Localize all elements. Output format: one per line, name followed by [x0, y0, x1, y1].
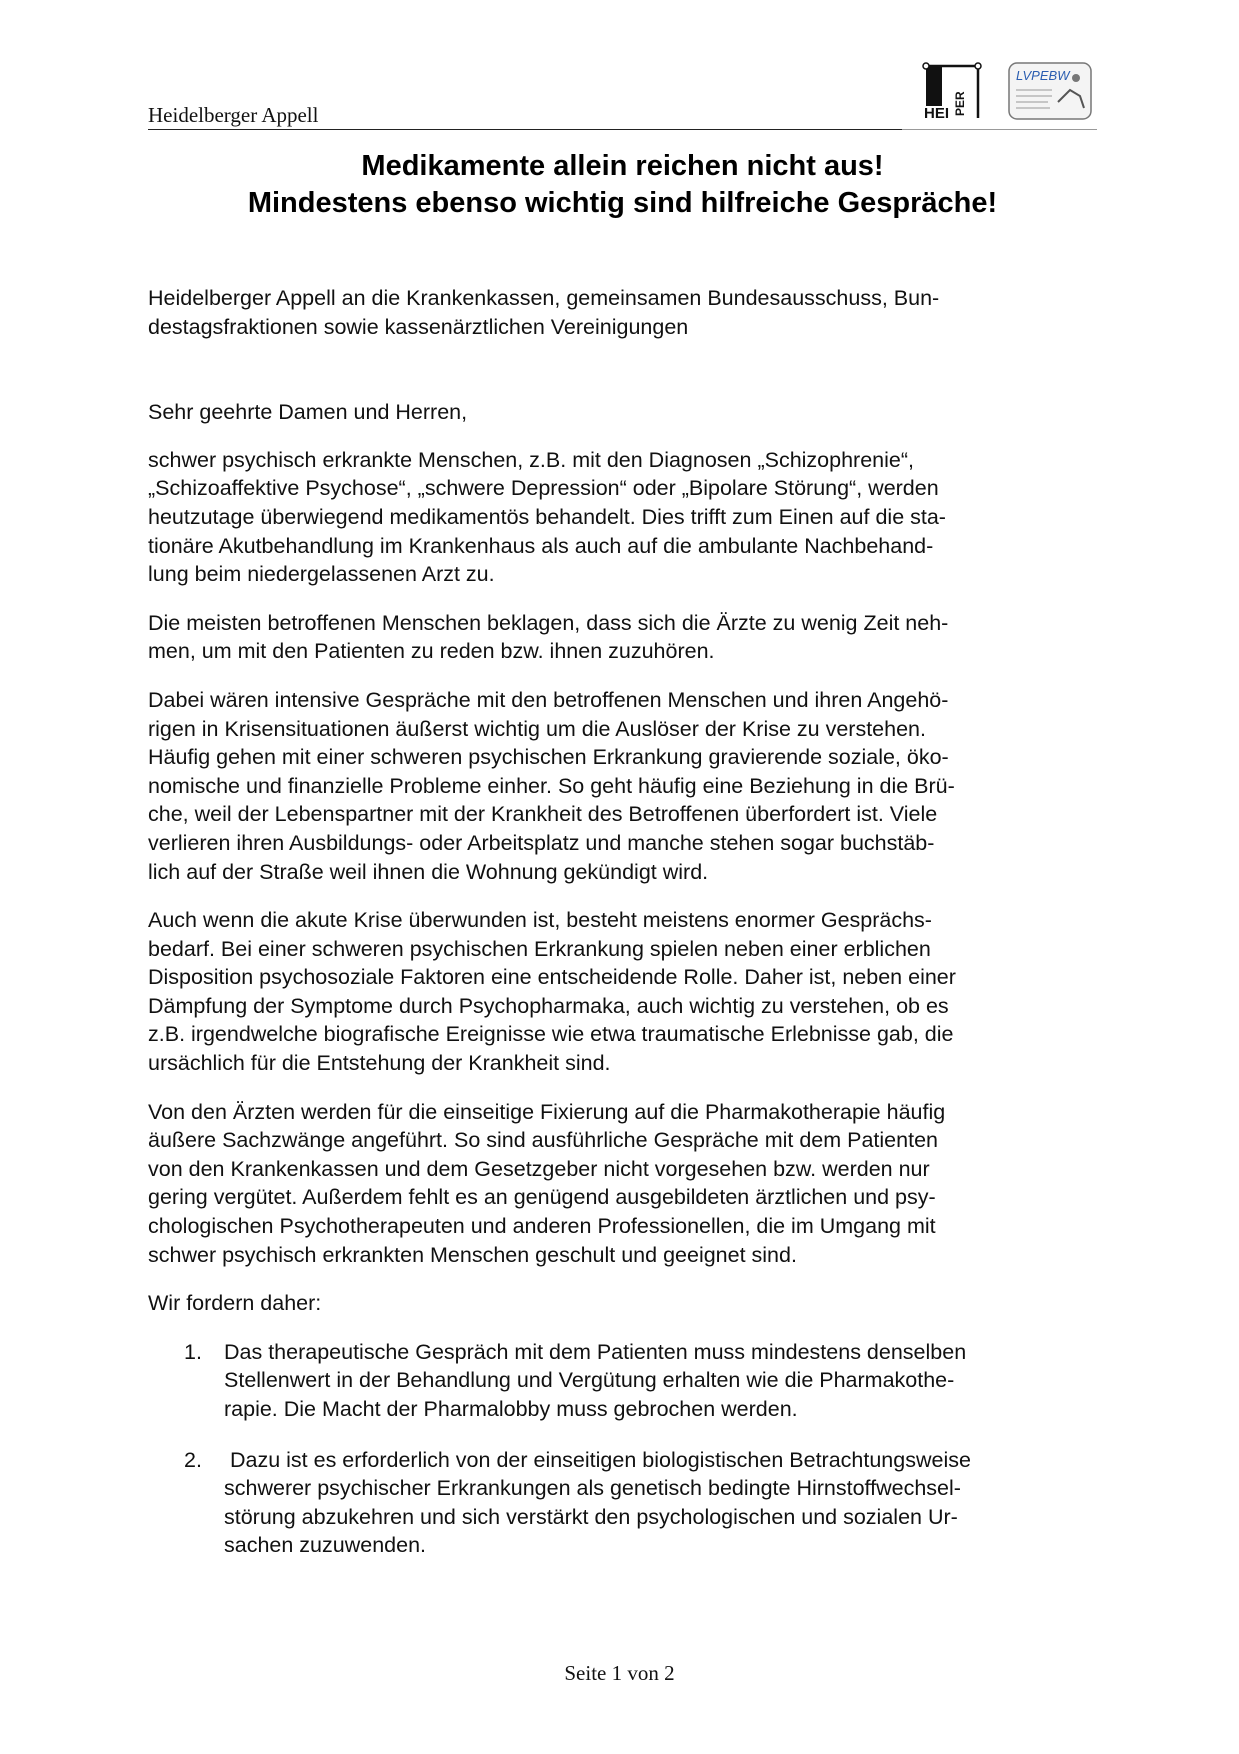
- svg-text:HEI: HEI: [924, 105, 950, 122]
- demand-item: [148, 1338, 1098, 1424]
- text-line: störung abzukehren und sich verstärkt den psychologischen und sozialen Ur-: [224, 1504, 958, 1529]
- text-line: Wir fordern daher:: [148, 1291, 322, 1316]
- text-line: Dämpfung der Symptome durch Psychopharmaka, auch wichtig zu verstehen, ob es: [148, 993, 949, 1018]
- paragraph: [148, 906, 1098, 1078]
- svg-text:LVPEBW: LVPEBW: [1016, 68, 1070, 83]
- header-rule: [148, 129, 902, 130]
- text-line: Dazu ist es erforderlich von der einseitigen biologistischen Betrachtungsweise: [224, 1447, 971, 1472]
- text-line: Heidelberger Appell an die Krankenkassen, gemeinsamen Bundesausschuss, Bun-: [148, 286, 940, 310]
- text-line: chologischen Psychotherapeuten und anderen Professionellen, die im Umgang mit: [148, 1214, 936, 1239]
- paragraph: [148, 1098, 1098, 1270]
- text-line: verlieren ihren Ausbildungs- oder Arbeitsplatz und manche stehen sogar buchstäb-: [148, 830, 935, 855]
- lvpebw-logo: [1008, 62, 1092, 120]
- text-line: schwer psychisch erkrankten Menschen geschult und geeignet sind.: [148, 1242, 797, 1267]
- demands-intro: [148, 1289, 1098, 1318]
- text-line: gering vergütet. Außerdem fehlt es an genügend ausgebildeten ärztlichen und psy-: [148, 1185, 936, 1210]
- text-line: lich auf der Straße weil ihnen die Wohnung gekündigt wird.: [148, 859, 709, 884]
- paragraph: [148, 686, 1098, 886]
- text-line: lung beim niedergelassenen Arzt zu.: [148, 562, 495, 587]
- text-line: men, um mit den Patienten zu reden bzw. ihnen zuzuhören.: [148, 639, 715, 664]
- text-line: Das therapeutische Gespräch mit dem Patienten muss mindestens denselben: [224, 1339, 967, 1364]
- text-line: „Schizoaffektive Psychose“, „schwere Depression“ oder „Bipolare Störung“, werden: [148, 476, 939, 501]
- text-line: z.B. irgendwelche biografische Ereignisse wie etwa traumatische Erlebnisse gab, die: [148, 1022, 954, 1047]
- title-line-2: Mindestens ebenso wichtig sind hilfreiche Gespräche!: [247, 187, 998, 219]
- text-line: bedarf. Bei einer schweren psychischen Erkrankung spielen neben einer erblichen: [148, 936, 931, 961]
- title-line-1: Medikamente allein reichen nicht aus!: [361, 150, 884, 182]
- text-line: schwerer psychischer Erkrankungen als genetisch bedingte Hirnstoffwechsel-: [224, 1476, 961, 1501]
- document-body: [148, 284, 1098, 1560]
- text-line: Sehr geehrte Damen und Herren,: [148, 400, 468, 425]
- demand-number: 2.: [184, 1447, 202, 1472]
- text-line: Stellenwert in der Behandlung und Vergütung erhalten wie die Pharmakothe-: [224, 1368, 955, 1393]
- header-title: Heidelberger Appell: [148, 103, 319, 127]
- text-line: äußere Sachzwänge angeführt. So sind ausführliche Gespräche mit dem Patienten: [148, 1128, 938, 1153]
- text-line: Auch wenn die akute Krise überwunden ist, besteht meistens enormer Gesprächs-: [148, 908, 932, 933]
- text-line: nomische und finanzielle Probleme einher. So geht häufig eine Beziehung in die Brü-: [148, 773, 955, 798]
- text-line: heutzutage überwiegend medikamentös behandelt. Dies trifft zum Einen auf die sta-: [148, 504, 946, 529]
- demand-number: 1.: [184, 1339, 202, 1364]
- text-line: Disposition psychosoziale Faktoren eine entscheidende Rolle. Daher ist, neben einer: [148, 965, 956, 990]
- text-line: schwer psychisch erkrankte Menschen, z.B. mit den Diagnosen „Schizophrenie“,: [148, 447, 914, 472]
- header-rule-light: [902, 129, 1097, 130]
- text-line: sachen zuzuwenden.: [224, 1533, 427, 1558]
- intro-paragraph: [148, 284, 1098, 341]
- text-line: destagsfraktionen sowie kassenärztlichen Vereinigungen: [148, 314, 689, 339]
- text-line: che, weil der Lebenspartner mit der Krankheit des Betroffenen überfordert ist. Viele: [148, 802, 938, 827]
- text-line: rigen in Krisensituationen äußerst wichtig um die Auslöser der Krise zu verstehen.: [148, 716, 926, 741]
- text-line: Die meisten betroffenen Menschen beklagen, dass sich die Ärzte zu wenig Zeit neh-: [148, 610, 949, 635]
- text-line: ursächlich für die Entstehung der Krankheit sind.: [148, 1051, 611, 1076]
- text-line: von den Krankenkassen und dem Gesetzgeber nicht vorgesehen bzw. werden nur: [148, 1156, 930, 1181]
- text-line: rapie. Die Macht der Pharmalobby muss gebrochen werden.: [224, 1397, 798, 1421]
- demand-item: [148, 1446, 1098, 1560]
- page-number: Seite 1 von 2: [564, 1661, 675, 1685]
- paragraph: [148, 446, 1098, 589]
- text-line: Dabei wären intensive Gespräche mit den betroffenen Menschen und ihren Angehö-: [148, 687, 949, 712]
- page-header: [148, 56, 1097, 130]
- document-title: [148, 148, 1097, 222]
- paragraph: [148, 609, 1098, 666]
- svg-text:PER: PER: [953, 91, 967, 116]
- text-line: Häufig gehen mit einer schweren psychischen Erkrankung gravierende soziale, öko-: [148, 745, 949, 770]
- salutation: [148, 398, 1098, 427]
- text-line: tionäre Akutbehandlung im Krankenhaus als auch auf die ambulante Nachbehand-: [148, 533, 934, 558]
- text-line: Von den Ärzten werden für die einseitige Fixierung auf die Pharmakotherapie häufig: [148, 1099, 946, 1124]
- heiper-logo: [920, 60, 984, 124]
